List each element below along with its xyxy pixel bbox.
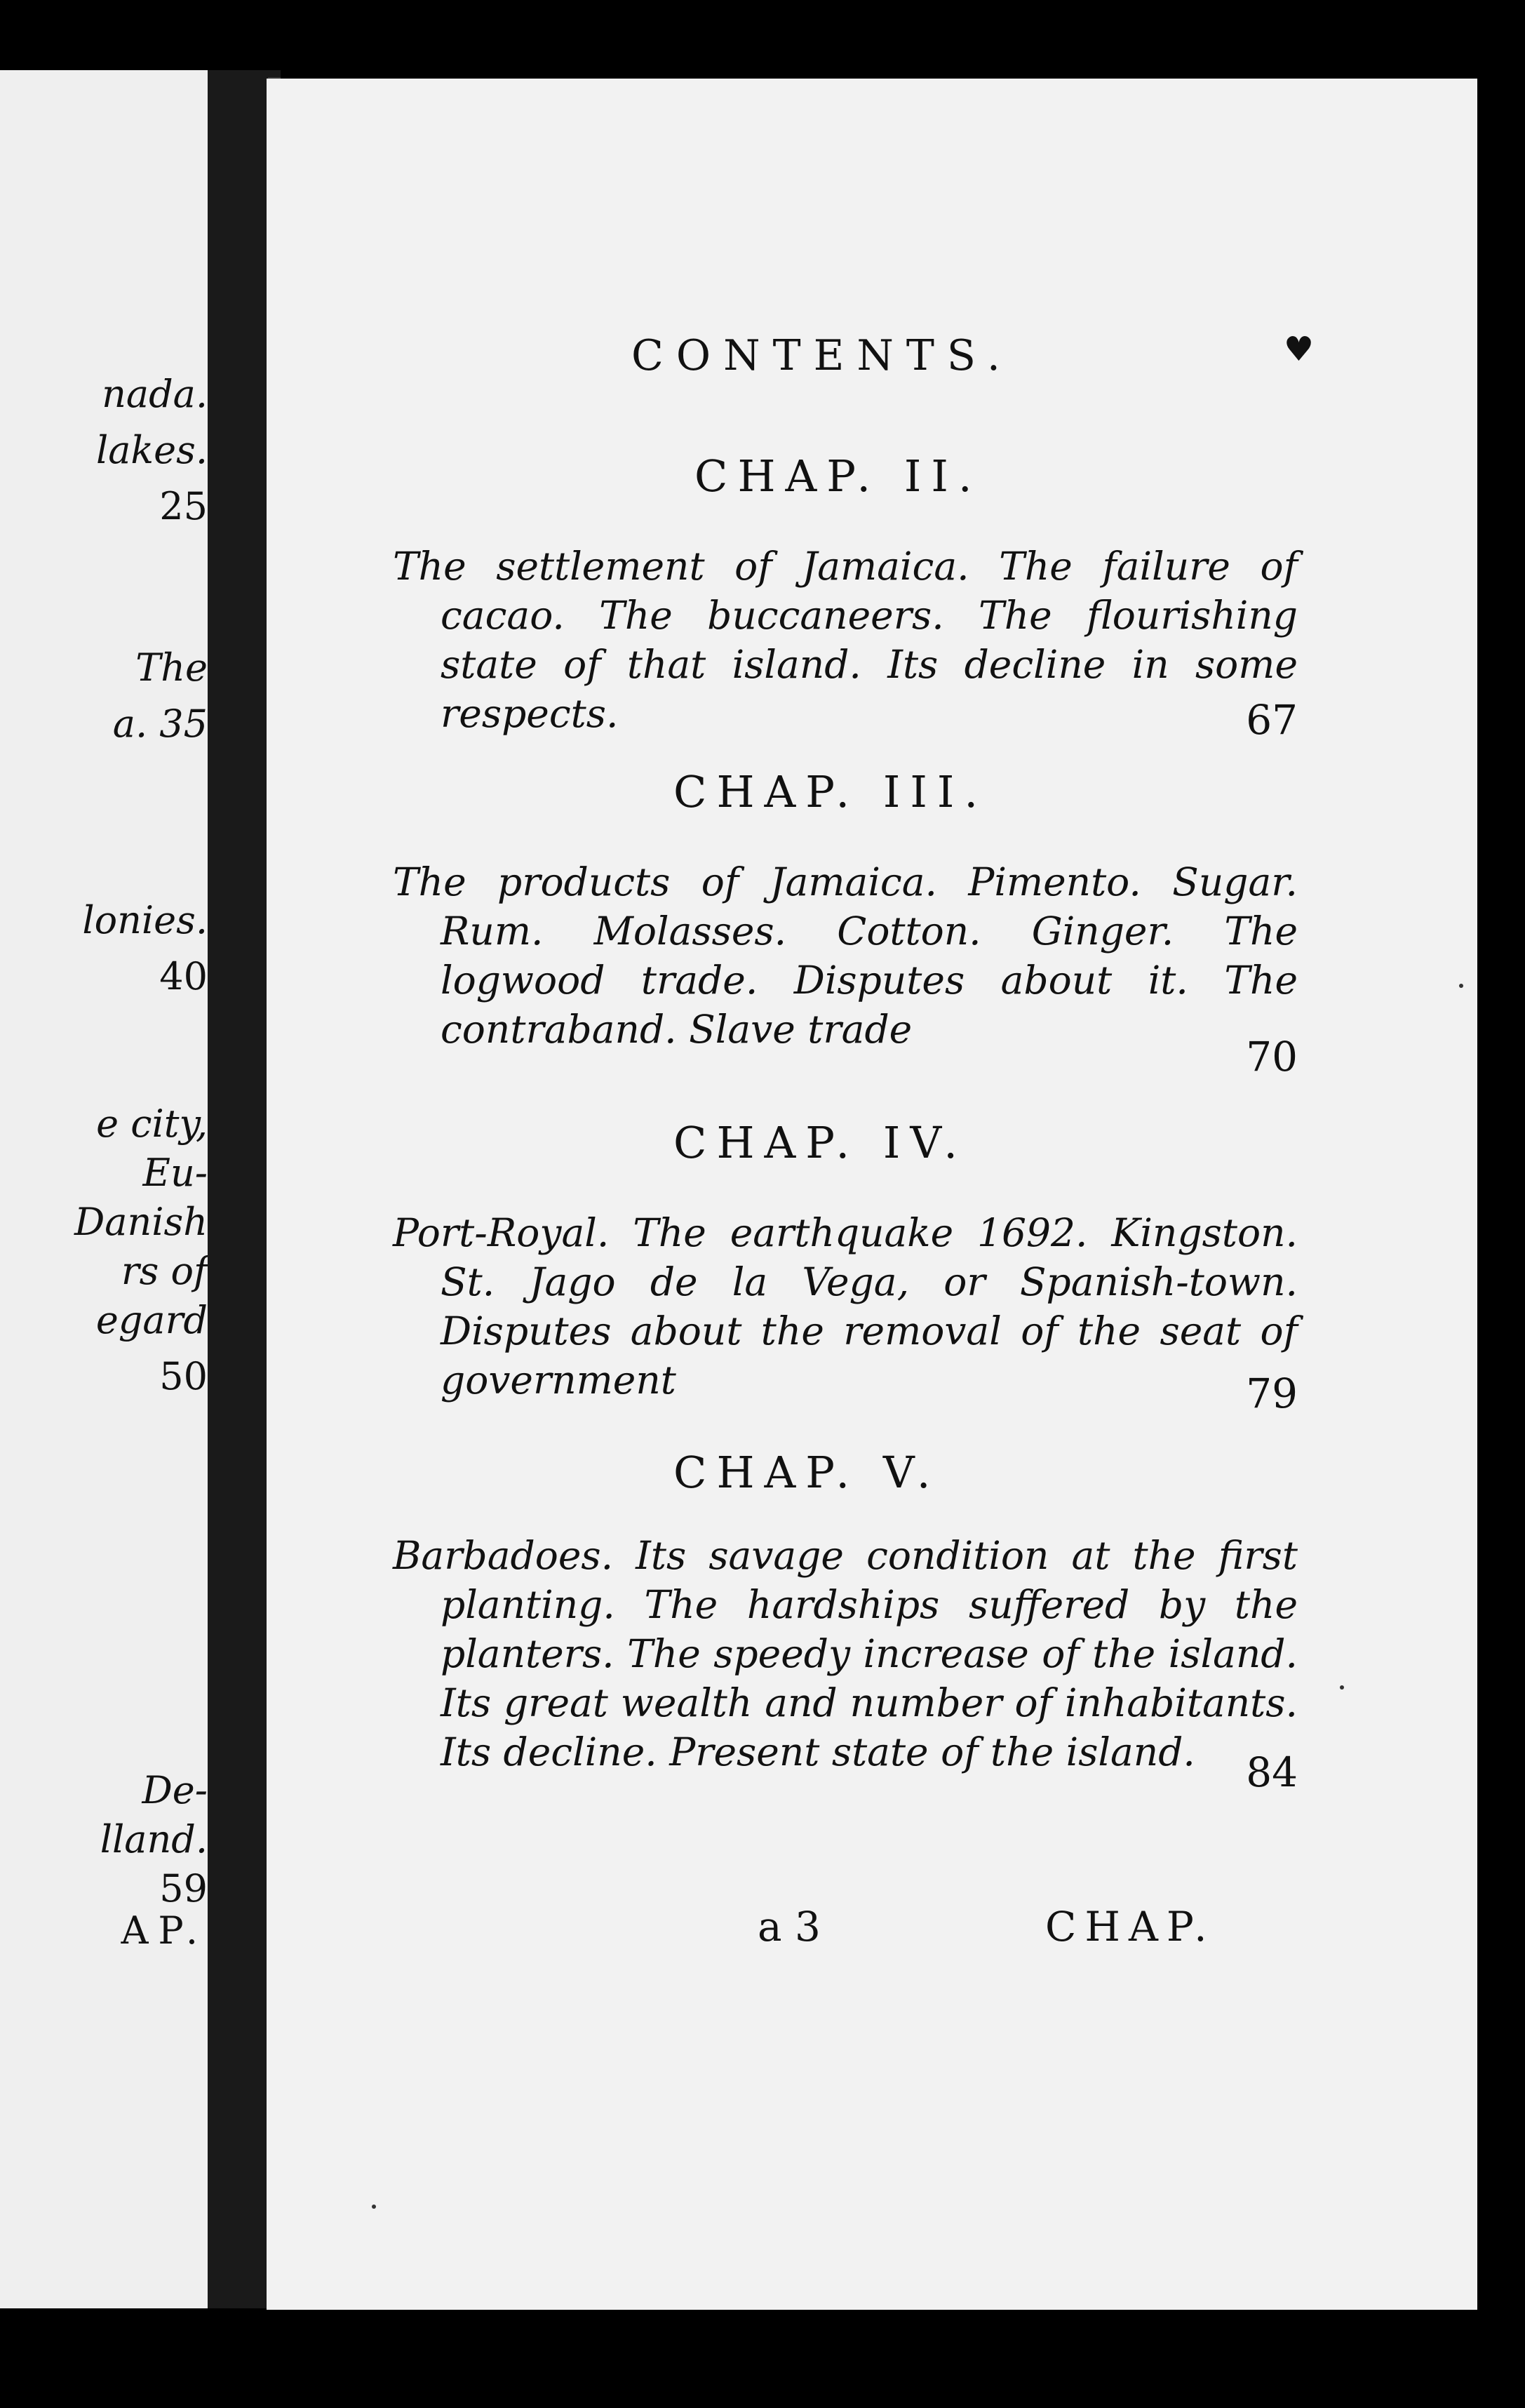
left-line-1: nada.	[102, 372, 208, 416]
chapter-page-3: 70	[1246, 1033, 1298, 1081]
left-line-8: e city,	[96, 1102, 208, 1146]
catchword: CHAP.	[1045, 1903, 1216, 1951]
left-line-9: Eu-	[142, 1151, 208, 1195]
paper-speck	[1459, 984, 1463, 988]
left-line-6: lonies.	[82, 898, 208, 942]
left-line-17: AP.	[121, 1908, 208, 1953]
left-line-4: The	[135, 646, 208, 690]
left-line-13: 50	[159, 1354, 208, 1398]
ink-blot-mark: ♥	[1284, 330, 1315, 369]
left-line-16: 59	[159, 1866, 208, 1911]
chapter-summary-3: The products of Jamaica. Pimento. Sugar. Rum. Molasses. Cotton. Ginger. The logwood trade. Disputes about it. The contraband. Slave trade	[393, 859, 1298, 1052]
left-line-7: 40	[159, 954, 208, 998]
left-line-2: lakes.	[95, 428, 208, 472]
signature-mark: a 3	[758, 1903, 821, 1951]
chapter-page-2: 67	[1246, 696, 1298, 744]
left-line-10: Danish	[74, 1200, 208, 1244]
left-line-3: 25	[159, 484, 208, 528]
left-line-12: egard	[95, 1298, 208, 1342]
chapter-heading-4: CHAP. IV.	[673, 1117, 967, 1168]
chapter-heading-5: CHAP. V.	[673, 1447, 941, 1498]
paper-speck	[1340, 1685, 1344, 1690]
chapter-page-5: 84	[1246, 1748, 1298, 1796]
chapter-page-4: 79	[1246, 1370, 1298, 1417]
left-line-5: a. 35	[112, 702, 208, 746]
paper-speck	[372, 2205, 376, 2209]
chapter-summary-5: Barbadoes. Its savage condition at the first planting. The hardships suffered by the planters. The speedy increase of the island. Its great wealth and number of inhabitants. Its decline. Present state of the island.	[393, 1533, 1298, 1774]
previous-page-fragment	[0, 70, 208, 2308]
contents-page	[267, 79, 1477, 2310]
chapter-heading-2: CHAP. II.	[694, 450, 982, 502]
chapter-summary-4: Port-Royal. The earthquake 1692. Kingston. St. Jago de la Vega, or Spanish-town. Disputes about the removal of the seat of government	[393, 1210, 1298, 1403]
left-line-11: rs of	[121, 1249, 208, 1293]
page-title: CONTENTS.	[631, 331, 1013, 380]
left-line-15: lland.	[100, 1817, 208, 1861]
left-line-14: De-	[142, 1768, 208, 1812]
chapter-heading-3: CHAP. III.	[673, 766, 988, 817]
chapter-summary-2: The settlement of Jamaica. The failure of cacao. The buccaneers. The flourishing state of that island. Its decline in some respects.	[393, 544, 1298, 736]
